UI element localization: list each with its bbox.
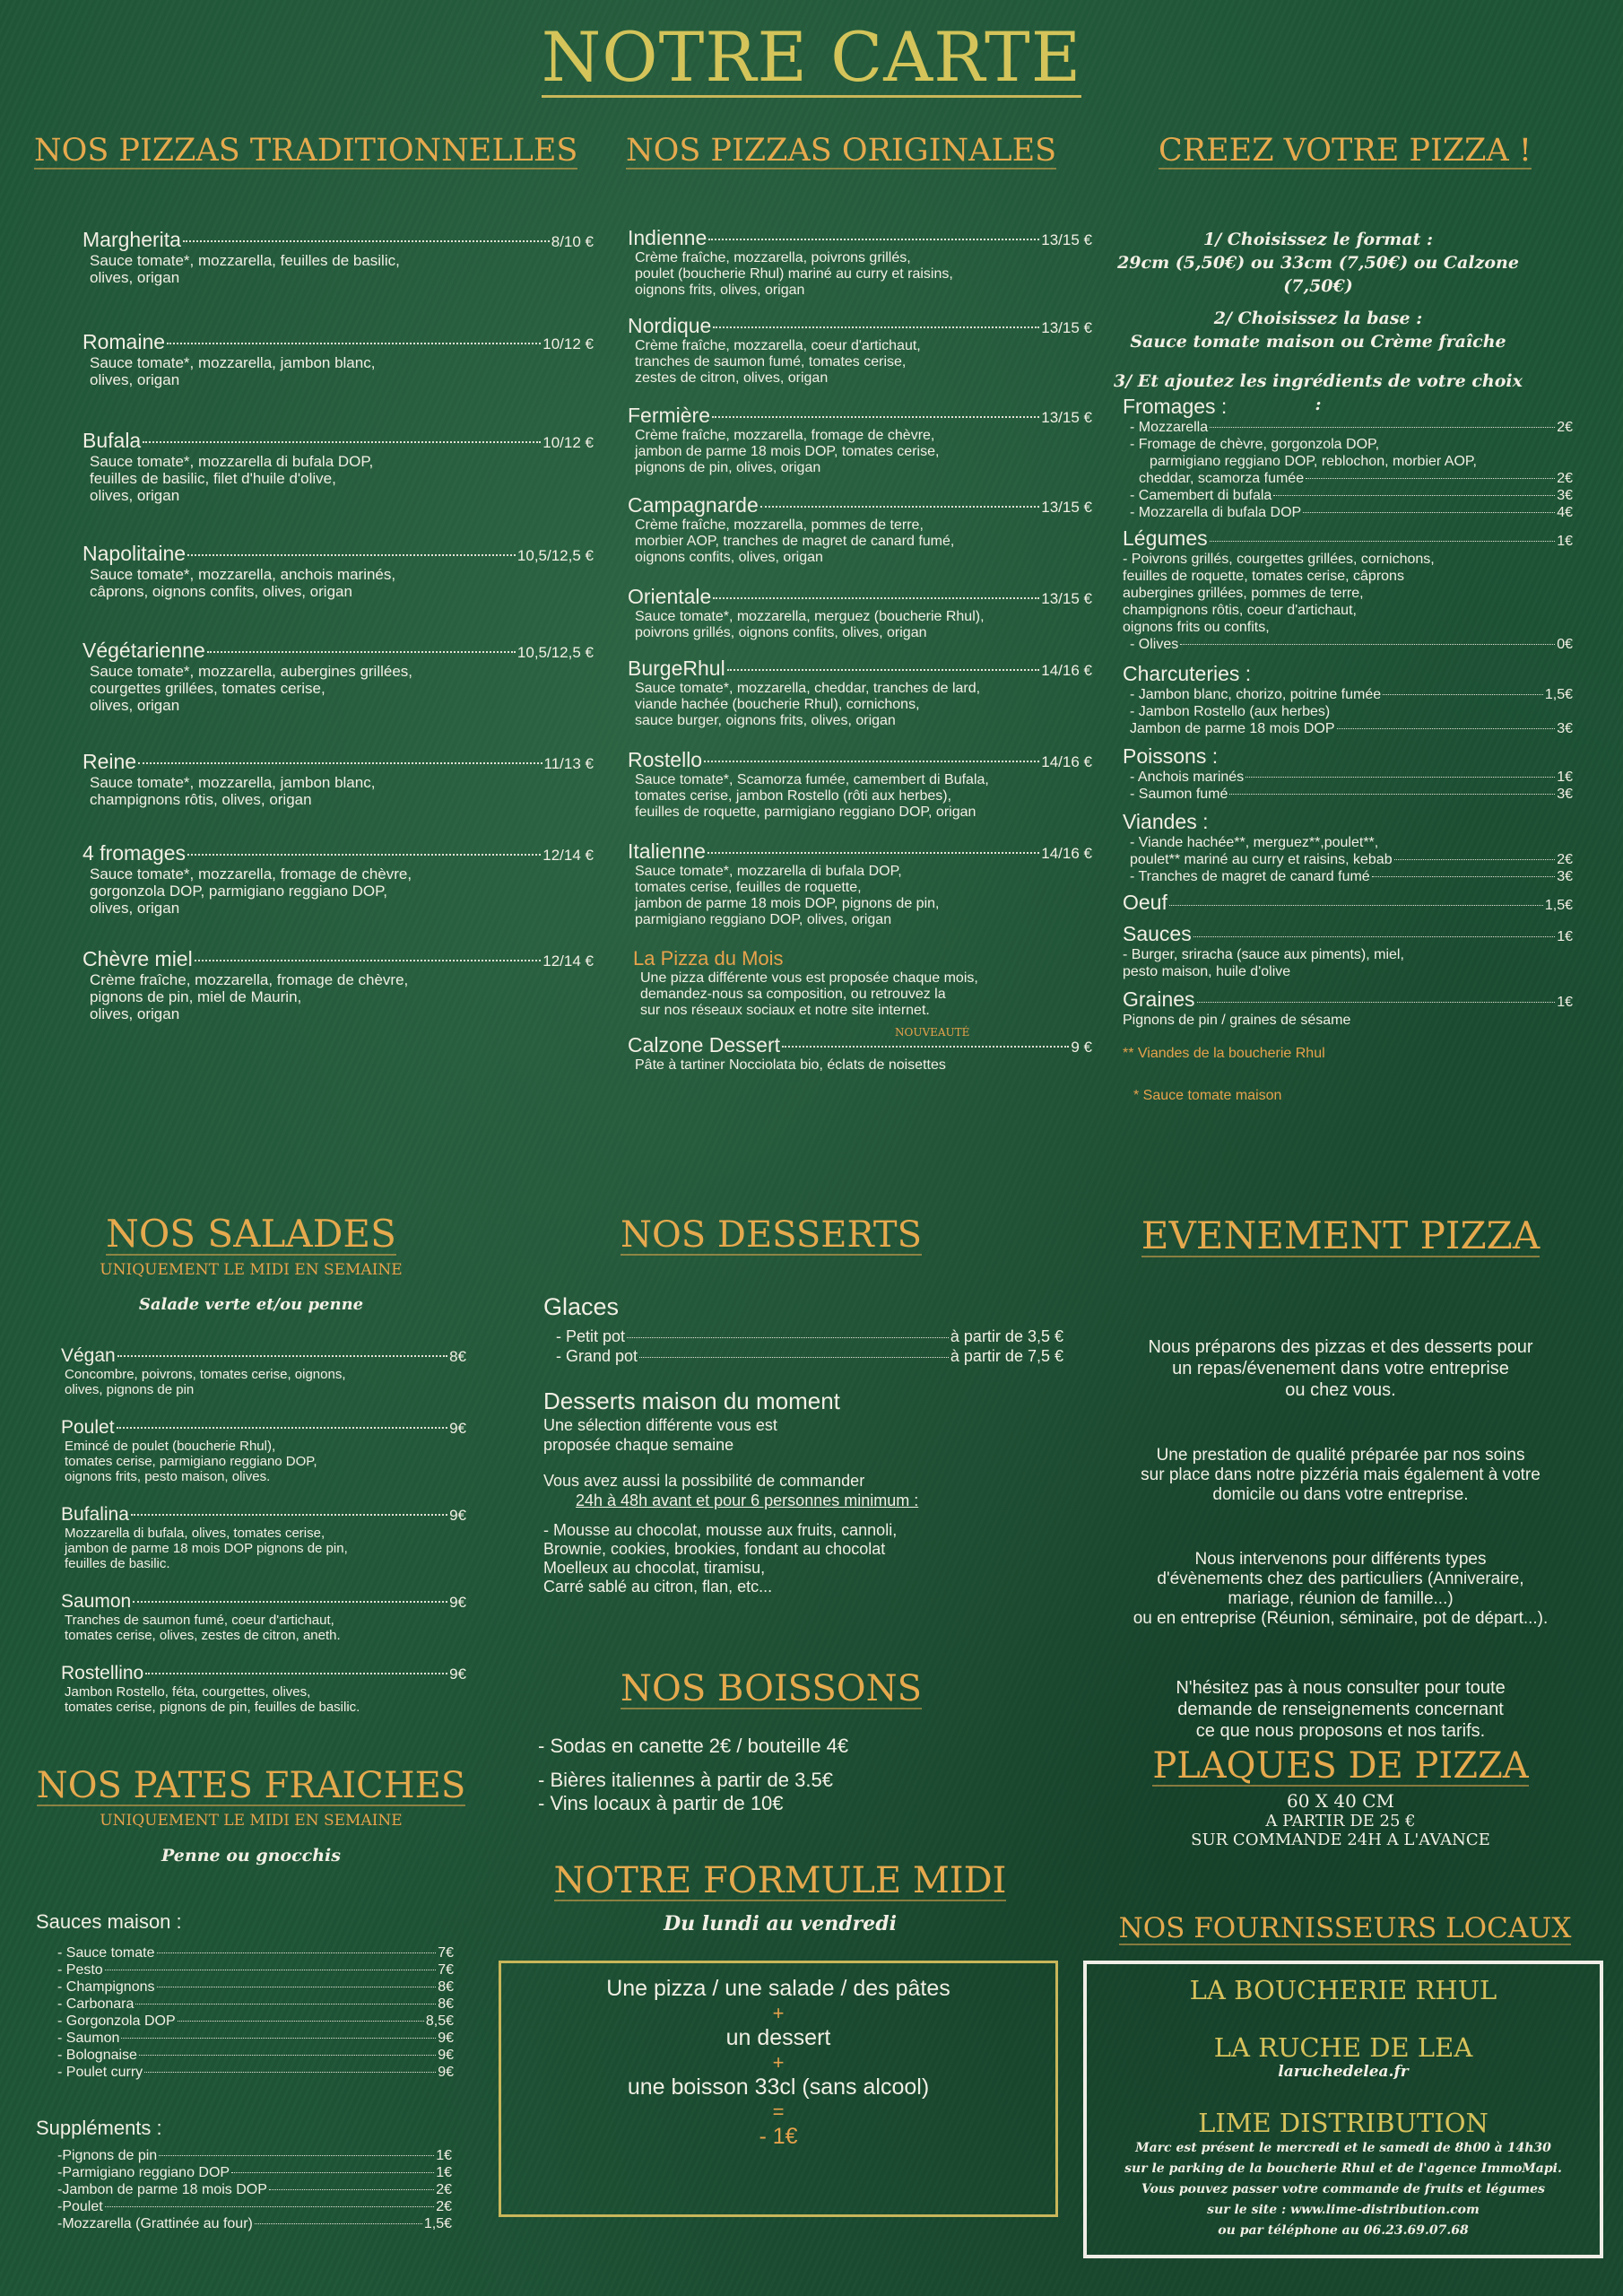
sauces-row: Sauces 1€	[1123, 922, 1573, 945]
item-name: BurgeRhul	[628, 657, 725, 680]
item-desc: Crème fraîche, mozzarella, poivrons grillés, poulet (boucherie Rhul) mariné au curry et raisins, oignons frits, olives, origan	[635, 250, 953, 298]
formule-plus: +	[772, 2002, 785, 2024]
pates-header	[18, 1767, 484, 1866]
item-price: 13/15 €	[1041, 319, 1092, 336]
formule-plus: +	[772, 2051, 785, 2074]
formule-sub: Du lundi au vendredi	[664, 1912, 897, 1935]
ingredient-row: - Tranches de magret de canard fumé 3€	[1130, 869, 1573, 884]
create-heading: CREEZ VOTRE PIZZA !	[1159, 133, 1532, 169]
item-name: Romaine	[82, 330, 166, 353]
ingredient-row: - Fromage de chèvre, gorgonzola DOP,	[1130, 437, 1380, 452]
leader-dots	[782, 1046, 1069, 1048]
evenement-heading: EVENEMENT PIZZA	[1141, 1213, 1541, 1257]
sauce-row: - Poulet curry 9€	[57, 2065, 454, 2080]
item-desc: Sauce tomate*, mozzarella, anchois marinés, câprons, oignons confits, olives, origan	[90, 566, 396, 600]
formule-box	[499, 1961, 1058, 2217]
sauce-row: - Sauce tomate 7€	[57, 1945, 454, 1961]
plaques-price: A PARTIR DE 25 €	[1265, 1812, 1416, 1831]
salades-list	[61, 1345, 466, 1715]
ingredient-row: cheddar, scamorza fumée 2€	[1139, 471, 1573, 486]
legumes-row: Légumes 1€	[1123, 526, 1573, 550]
graines-row: Graines 1€	[1123, 987, 1573, 1011]
item-desc: Crème fraîche, mozzarella, coeur d'artichaut, tranches de saumon fumé, tomates cerise, zestes de citron, olives, origan	[635, 338, 921, 386]
pizza-du-mois-desc: Une pizza différente vous est proposée chaque mois, demandez-nous sa composition, ou retrouvez la sur nos réseaux sociaux et notre site internet.	[640, 970, 978, 1018]
item-name: Italienne	[628, 839, 706, 863]
fournisseur-text: Marc est présent le mercredi et le samedi de 8h00 à 14h30 sur le parking de la boucherie Rhul et de l'agence ImmoMapi. Vous pouvez passer votre commande de fruits et légumes sur le site : www.lime-distribution.com ou par téléphone au 06.23.69.07.68	[1124, 2141, 1562, 2238]
viandes-title: Viandes :	[1123, 810, 1209, 833]
item-name: Nordique	[628, 314, 712, 337]
fournisseur-name: LA BOUCHERIE RHUL	[1189, 1975, 1497, 2005]
boisson-line: - Vins locaux à partir de 10€	[538, 1792, 784, 1814]
item-desc: Sauce tomate*, mozzarella, feuilles de basilic, olives, origan	[90, 252, 400, 286]
item-price: 14/16 €	[1041, 845, 1092, 862]
desserts-heading: NOS DESSERTS	[621, 1214, 922, 1256]
plaques-commande: SUR COMMANDE 24H A L'AVANCE	[1191, 1831, 1490, 1849]
plaques-header	[1085, 1747, 1596, 1849]
menu-item	[628, 657, 1092, 729]
item-desc: Crème fraîche, mozzarella, fromage de chèvre, jambon de parme 18 mois DOP, tomates cerise, pignons de pin, olives, origan	[635, 428, 940, 475]
item-desc: Sauce tomate*, mozzarella di bufala DOP, feuilles de basilic, filet d'huile d'olive, olives, origan	[90, 453, 374, 504]
leader-dots	[712, 416, 1039, 418]
step-1: 1/ Choisissez le format :	[1203, 230, 1433, 249]
commande-line1: Vous avez aussi la possibilité de commander	[543, 1472, 865, 1490]
item-name: Margherita	[82, 228, 181, 251]
oeuf-row: Oeuf 1,5€	[1123, 891, 1573, 914]
pizza-du-mois-title: La Pizza du Mois	[633, 947, 784, 970]
item-price: 10,5/12,5 €	[516, 547, 594, 564]
menu-item	[628, 493, 1092, 566]
fromages-title: Fromages :	[1123, 395, 1228, 418]
sauce-row: - Pesto 7€	[57, 1962, 454, 1978]
item-name: Bufala	[82, 429, 142, 452]
ingredient-row: - Viande hachée**, merguez**,poulet**,	[1130, 835, 1379, 850]
ingredient-row: - Jambon Rostello (aux herbes)	[1130, 704, 1331, 719]
glace-row: - Petit pot à partir de 3,5 €	[556, 1327, 1063, 1345]
item-name: Campagnarde	[628, 493, 759, 517]
calzone-dessert	[628, 1026, 1092, 1074]
poissons-title: Poissons :	[1123, 744, 1219, 768]
item-name: 4 fromages	[82, 841, 187, 865]
menu-item	[628, 314, 1092, 387]
item-name: Fermière	[628, 404, 711, 427]
boissons-list	[538, 1735, 1040, 1815]
leader-dots	[760, 506, 1040, 508]
sauce-row: - Gorgonzola DOP 8,5€	[57, 2013, 454, 2029]
pates-base: Penne ou gnocchis	[161, 1846, 341, 1866]
pates-sauces-title: Sauces maison :	[36, 1910, 182, 1933]
supp-row: -Mozzarella (Grattinée au four) 1,5€	[57, 2216, 452, 2231]
charcuteries-title: Charcuteries :	[1123, 662, 1252, 685]
leader-dots	[187, 854, 541, 856]
legumes-desc: - Poivrons grillés, courgettes grillées, cornichons, feuilles de roquette, tomates cerise, câprons aubergines grillées, pommes de terre, champignons rôtis, coeur d'artichaut, oignons frits ou confits,	[1123, 552, 1435, 635]
item-price: 12/14 €	[542, 847, 594, 864]
step-1-detail: 29cm (5,50€) ou 33cm (7,50€) ou Calzone (7,50€)	[1117, 253, 1519, 296]
item-price: 14/16 €	[1041, 753, 1092, 770]
leader-dots	[707, 852, 1039, 854]
formule-line: une boisson 33cl (sans alcool)	[627, 2074, 930, 2100]
formule-eq: =	[772, 2100, 785, 2123]
pates-supp-title: Suppléments :	[36, 2117, 162, 2139]
formule-header	[502, 1862, 1058, 1935]
menu-item	[82, 750, 594, 808]
item-name: Chèvre miel	[82, 947, 193, 970]
salades-heading: NOS SALADES	[106, 1212, 396, 1256]
leader-dots	[143, 441, 541, 443]
commande-line2: 24h à 48h avant et pour 6 personnes minimum :	[576, 1492, 919, 1509]
evenement-body	[1085, 1315, 1596, 1763]
sauce-row: - Bolognaise 9€	[57, 2048, 454, 2063]
leader-dots	[713, 597, 1039, 599]
item-price: 12/14 €	[542, 952, 594, 970]
salades-sub: UNIQUEMENT LE MIDI EN SEMAINE	[100, 1261, 403, 1280]
item-name: Orientale	[628, 585, 712, 608]
ingredient-row: Jambon de parme 18 mois DOP 3€	[1130, 721, 1573, 736]
item-desc: Sauce tomate*, mozzarella, aubergines grillées, courgettes grillées, tomates cerise, olives, origan	[90, 663, 413, 714]
menu-item: Bufalina 9€ Mozzarella di bufala, olives, tomates cerise, jambon de parme 18 mois DOP pignons de pin, feuilles de basilic.	[61, 1504, 466, 1571]
supp-row: -Jambon de parme 18 mois DOP 2€	[57, 2182, 452, 2197]
originals-heading: NOS PIZZAS ORIGINALES	[626, 133, 1057, 169]
item-name: Reine	[82, 750, 137, 773]
menu-item: Saumon 9€ Tranches de saumon fumé, coeur d'artichaut, tomates cerise, olives, zestes de citron, aneth.	[61, 1591, 466, 1643]
item-desc: Sauce tomate*, mozzarella, fromage de chèvre, gorgonzola DOP, parmigiano reggiano DOP, olives, origan	[90, 865, 412, 917]
ingredient-row: - Jambon blanc, chorizo, poitrine fumée 1,5€	[1130, 687, 1573, 702]
desserts-header	[538, 1216, 1004, 1256]
item-price: 13/15 €	[1041, 409, 1092, 426]
fournisseurs-header	[1085, 1914, 1605, 1945]
boisson-line: - Bières italiennes à partir de 3.5€	[538, 1769, 833, 1791]
menu-item	[82, 429, 594, 504]
fournisseur-name: LA RUCHE DE LEA	[1213, 2032, 1473, 2063]
step-2: 2/ Choisissez la base :	[1213, 309, 1423, 328]
desserts-body	[543, 1293, 1063, 1596]
supp-row: -Pignons de pin 1€	[57, 2148, 452, 2163]
menu-item: Poulet 9€ Emincé de poulet (boucherie Rhul), tomates cerise, parmigiano reggiano DOP, oignons frits, pesto maison, olives.	[61, 1417, 466, 1484]
item-name: Indienne	[628, 226, 707, 249]
menu-item	[82, 228, 594, 286]
fournisseurs-heading: NOS FOURNISSEURS LOCAUX	[1118, 1912, 1572, 1944]
leader-dots	[183, 240, 550, 242]
originals-heading-wrap	[626, 135, 1056, 170]
item-desc: Sauce tomate*, Scamorza fumée, camembert di Bufala, tomates cerise, jambon Rostello (rôti aux herbes), feuilles de roquette, parmigiano reggiano DOP, origan	[635, 772, 989, 820]
formule-line: un dessert	[725, 2025, 831, 2050]
menu-item	[82, 542, 594, 600]
formule-price: - 1€	[759, 2124, 798, 2149]
desserts-maison-desc: Une sélection différente vous est proposée chaque semaine	[543, 1416, 777, 1454]
salades-base: Salade verte et/ou penne	[138, 1295, 364, 1315]
item-price: 9 €	[1071, 1039, 1092, 1056]
ingredient-row: poulet** mariné au curry et raisins, kebab 2€	[1130, 852, 1573, 867]
traditional-heading-wrap	[34, 135, 577, 170]
menu-item	[82, 947, 594, 1022]
item-price: 13/15 €	[1041, 499, 1092, 516]
fournisseurs-box	[1083, 1961, 1603, 2258]
boissons-header	[538, 1670, 1004, 1709]
salades-header	[36, 1214, 466, 1314]
menu-item	[82, 330, 594, 388]
leader-dots	[167, 343, 541, 344]
leader-dots	[138, 762, 542, 764]
pates-sub: UNIQUEMENT LE MIDI EN SEMAINE	[100, 1812, 403, 1830]
note-viandes: ** Viandes de la boucherie Rhul	[1123, 1046, 1325, 1061]
item-desc: Crème fraîche, mozzarella, fromage de chèvre, pignons de pin, miel de Maurin, olives, origan	[90, 971, 409, 1022]
fournisseur-site: laruchedelea.fr	[1278, 2063, 1409, 2081]
menu-item: Végan 8€ Concombre, poivrons, tomates cerise, oignons, olives, pignons de pin	[61, 1345, 466, 1397]
item-name: Végétarienne	[82, 639, 205, 662]
item-price: 13/15 €	[1041, 231, 1092, 248]
item-price: 8/10 €	[551, 233, 594, 250]
nouveaute-badge: NOUVEAUTÉ	[895, 1026, 970, 1039]
menu-item	[628, 585, 1092, 641]
desserts-list: - Mousse au chocolat, mousse aux fruits, cannoli, Brownie, cookies, brookies, fondant au chocolat Moelleux au chocolat, tiramisu, Carré sablé au citron, flan, etc...	[543, 1521, 898, 1596]
leader-dots	[704, 761, 1039, 762]
leader-dots	[727, 669, 1040, 671]
ingredient-row: - Mozzarella di bufala DOP 4€	[1130, 505, 1573, 520]
boisson-line: - Sodas en canette 2€ / bouteille 4€	[538, 1735, 849, 1757]
leader-dots	[195, 960, 542, 961]
supp-row: -Parmigiano reggiano DOP 1€	[57, 2165, 452, 2180]
item-desc: Pâte à tartiner Nocciolata bio, éclats de noisettes	[635, 1057, 946, 1073]
traditional-heading: NOS PIZZAS TRADITIONNELLES	[34, 133, 578, 169]
glaces-title: Glaces	[543, 1293, 620, 1320]
item-name: Rostello	[628, 748, 703, 771]
item-name: Napolitaine	[82, 542, 187, 565]
evenement-p: Nous intervenons pour différents types d'évènements chez des particuliers (Anniveraire, mariage, réunion de famille...) ou en entreprise (Réunion, séminaire, pot de départ...).	[1133, 1550, 1549, 1628]
leader-dots	[713, 326, 1039, 328]
step-3: 3/ Et ajoutez les ingrédients de votre choix :	[1114, 371, 1523, 414]
sauce-row: - Saumon 9€	[57, 2031, 454, 2046]
item-price: 10,5/12,5 €	[516, 644, 594, 661]
menu-item	[628, 404, 1092, 476]
menu-item	[628, 748, 1092, 821]
plaques-size: 60 X 40 CM	[1287, 1790, 1394, 1812]
item-price: 10/12 €	[542, 335, 594, 352]
item-name: Calzone Dessert	[628, 1033, 781, 1057]
pates-list	[36, 1910, 454, 2232]
formule-heading: NOTRE FORMULE MIDI	[553, 1860, 1007, 1901]
olives-row: - Olives 0€	[1130, 637, 1573, 652]
create-steps	[1112, 228, 1524, 416]
step-2-detail: Sauce tomate maison ou Crème fraîche	[1130, 332, 1506, 352]
ingredient-row: - Saumon fumé 3€	[1130, 787, 1573, 802]
pizza-du-mois	[633, 947, 1099, 1019]
fournisseur-name: LIME DISTRIBUTION	[1198, 2108, 1488, 2138]
menu-item	[628, 226, 1092, 299]
item-desc: Sauce tomate*, mozzarella di bufala DOP, tomates cerise, feuilles de roquette, jambon de parme 18 mois DOP, pignons de pin, parmigiano reggiano DOP, olives, origan	[635, 864, 940, 927]
evenement-p: Une prestation de qualité préparée par nos soins sur place dans notre pizzéria mais également à votre domicile ou dans votre entreprise.	[1141, 1446, 1541, 1504]
item-price: 14/16 €	[1041, 662, 1092, 679]
glace-row: - Grand pot à partir de 7,5 €	[556, 1347, 1063, 1365]
menu-item	[82, 841, 594, 917]
ingredient-row: - Mozzarella 2€	[1130, 420, 1573, 435]
leader-dots	[187, 554, 516, 556]
formule-line: Une pizza / une salade / des pâtes	[606, 1976, 950, 2001]
item-desc: Crème fraîche, mozzarella, pommes de terre, morbier AOP, tranches de magret de canard fumé, oignons confits, olives, origan	[635, 517, 955, 565]
page-title: NOTRE CARTE	[541, 17, 1082, 97]
menu-item	[82, 639, 594, 714]
note-sauce: * Sauce tomate maison	[1133, 1088, 1282, 1103]
sauce-row: - Carbonara 8€	[57, 1996, 454, 2012]
ingredients-list	[1123, 395, 1573, 1104]
sauce-row: - Champignons 8€	[57, 1979, 454, 1995]
ingredient-row: - Anchois marinés 1€	[1130, 770, 1573, 785]
ingredient-row: - Camembert di bufala 3€	[1130, 488, 1573, 503]
ingredient-row: parmigiano reggiano DOP, reblochon, morbier AOP,	[1150, 454, 1477, 469]
leader-dots	[708, 239, 1039, 240]
menu-item	[628, 839, 1092, 928]
plaques-heading: PLAQUES DE PIZZA	[1152, 1745, 1529, 1787]
menu-item: Rostellino 9€ Jambon Rostello, féta, courgettes, olives, tomates cerise, pignons de pin, feuilles de basilic.	[61, 1663, 466, 1715]
item-price: 13/15 €	[1041, 590, 1092, 607]
item-price: 11/13 €	[543, 755, 594, 772]
supp-row: -Poulet 2€	[57, 2199, 452, 2214]
item-price: 10/12 €	[542, 434, 594, 451]
leader-dots	[207, 651, 516, 653]
item-desc: Sauce tomate*, mozzarella, cheddar, tranches de lard, viande hachée (boucherie Rhul), cornichons, sauce burger, oignons frits, olives, origan	[635, 681, 981, 728]
boissons-heading: NOS BOISSONS	[621, 1668, 922, 1709]
desserts-maison-title: Desserts maison du moment	[543, 1387, 840, 1414]
item-desc: Sauce tomate*, mozzarella, merguez (boucherie Rhul), poivrons grillés, oignons confits, olives, origan	[635, 609, 985, 640]
title-block	[0, 17, 1623, 98]
evenement-p: Nous préparons des pizzas et des desserts pour un repas/évenement dans votre entreprise ou chez vous.	[1148, 1337, 1533, 1400]
sauces-desc: - Burger, sriracha (sauce aux piments), miel, pesto maison, huile d'olive	[1123, 947, 1404, 979]
pates-heading: NOS PATES FRAICHES	[36, 1765, 466, 1806]
create-heading-wrap	[1159, 135, 1532, 170]
evenement-header	[1085, 1213, 1596, 1257]
item-desc: Sauce tomate*, mozzarella, jambon blanc, olives, origan	[90, 354, 376, 388]
item-desc: Sauce tomate*, mozzarella, jambon blanc, champignons rôtis, olives, origan	[90, 774, 376, 808]
graines-desc: Pignons de pin / graines de sésame	[1123, 1013, 1351, 1028]
evenement-p: N'hésitez pas à nous consulter pour toute demande de renseignements concernant ce que nous proposons et nos tarifs.	[1176, 1678, 1506, 1741]
